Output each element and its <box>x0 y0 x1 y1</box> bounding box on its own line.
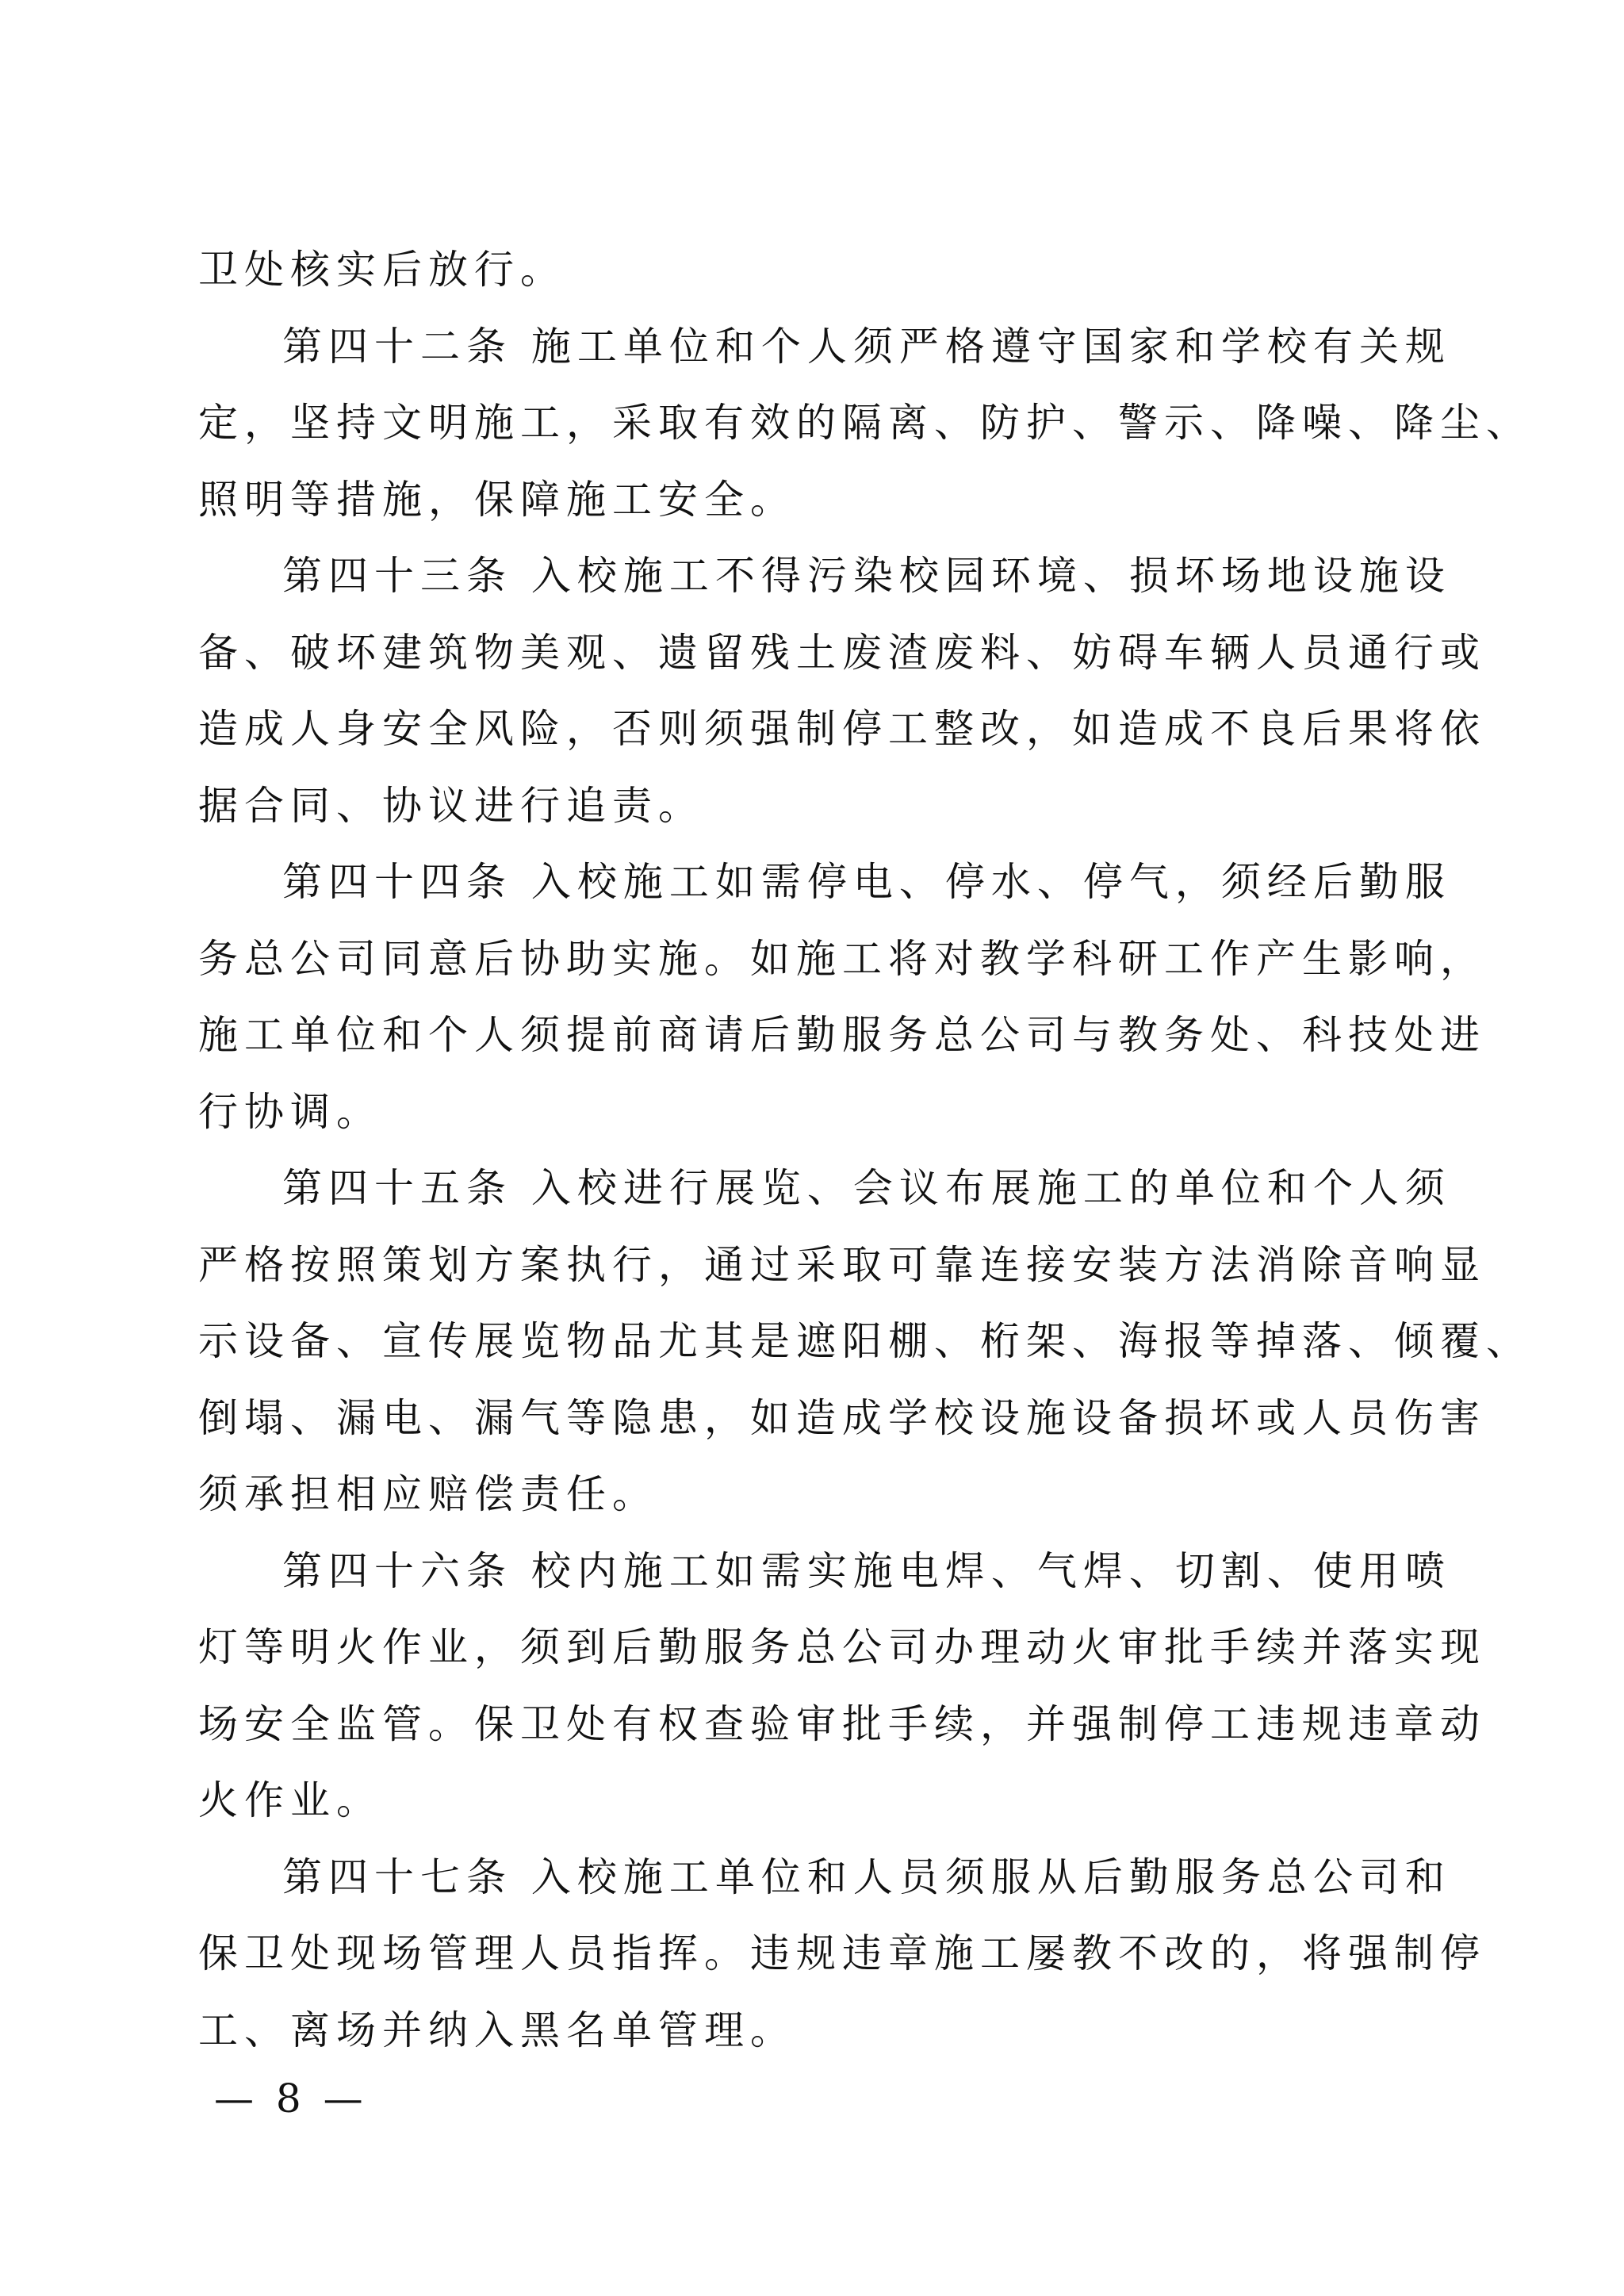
text-line: 造成人身安全风险，否则须强制停工整改，如造成不良后果将依 <box>198 706 1486 752</box>
text-line: 须承担相应赔偿责任。 <box>198 1471 658 1517</box>
text-line: 保卫处现场管理人员指挥。违规违章施工屡教不改的，将强制停 <box>198 1930 1486 1976</box>
page-number: — 8 — <box>214 2076 368 2122</box>
text-line: 火作业。 <box>198 1777 382 1823</box>
text-line: 倒塌、漏电、漏气等隐患，如造成学校设施设备损坏或人员伤害 <box>198 1394 1486 1441</box>
text-line: 灯等明火作业，须到后勤服务总公司办理动火审批手续并落实现 <box>198 1624 1486 1670</box>
text-line: 行协调。 <box>198 1088 382 1135</box>
text-line: 第四十六条 校内施工如需实施电焊、气焊、切割、使用喷 <box>282 1547 1451 1594</box>
text-line: 卫处核实后放行。 <box>198 247 566 293</box>
text-line: 施工单位和个人须提前商请后勤服务总公司与教务处、科技处进 <box>198 1012 1486 1058</box>
text-line: 第四十五条 入校进行展览、会议布展施工的单位和个人须 <box>282 1165 1451 1211</box>
text-line: 据合同、协议进行追责。 <box>198 782 704 829</box>
text-line: 第四十二条 施工单位和个人须严格遵守国家和学校有关规 <box>282 323 1451 370</box>
text-line: 第四十三条 入校施工不得污染校园环境、损坏场地设施设 <box>282 553 1451 599</box>
body-text <box>198 232 1532 2068</box>
text-line: 场安全监管。保卫处有权查验审批手续，并强制停工违规违章动 <box>198 1700 1486 1747</box>
text-line: 务总公司同意后协助实施。如施工将对教学科研工作产生影响， <box>198 935 1486 982</box>
text-line: 照明等措施，保障施工安全。 <box>198 476 796 523</box>
text-line: 第四十四条 入校施工如需停电、停水、停气，须经后勤服 <box>282 859 1451 905</box>
text-line: 第四十七条 入校施工单位和人员须服从后勤服务总公司和 <box>282 1853 1451 1900</box>
text-line: 备、破坏建筑物美观、遗留残土废渣废料、妨碍车辆人员通行或 <box>198 629 1486 676</box>
text-line: 示设备、宣传展览物品尤其是遮阳棚、桁架、海报等掉落、倾覆、 <box>198 1318 1532 1364</box>
text-line: 工、离场并纳入黑名单管理。 <box>198 2007 796 2053</box>
text-line: 定，坚持文明施工，采取有效的隔离、防护、警示、降噪、降尘、 <box>198 400 1532 446</box>
text-line: 严格按照策划方案执行，通过采取可靠连接安装方法消除音响显 <box>198 1241 1486 1288</box>
